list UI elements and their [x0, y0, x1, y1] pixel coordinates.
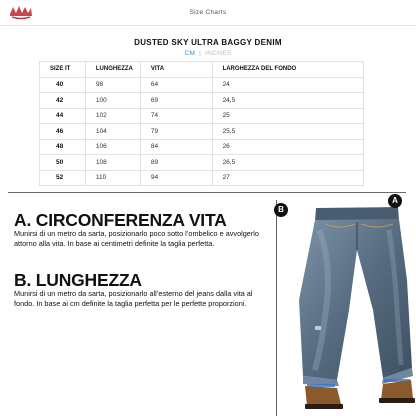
- cell-waist: 84: [140, 139, 212, 155]
- waist-guide-text: Munirsi di un metro da sarta, posizionarlo poco sotto l’ombelico e avvolgerlo attorno alla vita. In base ai centimetri definite la taglia perfetta.: [14, 229, 259, 248]
- length-guide-text: Munirsi di un metro da sarta, posizionarlo all’esterno del jeans dalla vita al fondo. In base ai cm definite la taglia perfetta per le perfette proporzioni.: [14, 289, 253, 308]
- page-title: Size Charts: [189, 9, 227, 16]
- cell-size: 52: [40, 170, 86, 186]
- unit-separator: |: [199, 50, 202, 57]
- section-divider: [8, 192, 406, 193]
- cell-size: 44: [40, 108, 86, 124]
- length-marker-badge: B: [274, 203, 288, 217]
- unit-inches-option[interactable]: INCHES: [205, 50, 232, 57]
- cell-length: 102: [85, 108, 140, 124]
- waist-marker-badge: A: [388, 194, 402, 208]
- cell-waist: 89: [140, 155, 212, 171]
- table-row: [40, 77, 364, 93]
- cell-waist: 79: [140, 124, 212, 140]
- column-header-length: LUNGHEZZA: [85, 62, 140, 78]
- unit-toggle: [0, 50, 416, 57]
- length-measure-line: [276, 200, 277, 416]
- cell-hem-width: 24,5: [212, 93, 363, 109]
- cell-length: 100: [85, 93, 140, 109]
- cell-waist: 74: [140, 108, 212, 124]
- table-row: [40, 139, 364, 155]
- unit-cm-option[interactable]: CM: [184, 50, 196, 57]
- table-row: [40, 108, 364, 124]
- table-row: [40, 155, 364, 171]
- cell-hem-width: 26,5: [212, 155, 363, 171]
- size-table: [39, 61, 364, 186]
- cell-waist: 64: [140, 77, 212, 93]
- table-row: [40, 124, 364, 140]
- cell-hem-width: 24: [212, 77, 363, 93]
- table-row: [40, 170, 364, 186]
- cell-length: 104: [85, 124, 140, 140]
- cell-size: 42: [40, 93, 86, 109]
- length-guide-title: B. LUNGHEZZA: [14, 270, 142, 290]
- cell-hem-width: 27: [212, 170, 363, 186]
- cell-length: 106: [85, 139, 140, 155]
- waist-guide-title: A. CIRCONFERENZA VITA: [14, 210, 227, 230]
- cell-size: 40: [40, 77, 86, 93]
- cell-waist: 94: [140, 170, 212, 186]
- jeans-illustration-icon: [285, 200, 416, 416]
- table-row: [40, 93, 364, 109]
- cell-size: 48: [40, 139, 86, 155]
- cell-hem-width: 25,5: [212, 124, 363, 140]
- cell-waist: 69: [140, 93, 212, 109]
- table-header-row: [40, 62, 364, 78]
- cell-length: 110: [85, 170, 140, 186]
- chart-title: DUSTED SKY ULTRA BAGGY DENIM: [134, 38, 282, 47]
- column-header-size: SIZE IT: [40, 62, 86, 78]
- cell-hem-width: 26: [212, 139, 363, 155]
- column-header-waist: VITA: [140, 62, 212, 78]
- cell-size: 50: [40, 155, 86, 171]
- top-bar: [0, 0, 416, 26]
- cell-length: 98: [85, 77, 140, 93]
- cell-size: 46: [40, 124, 86, 140]
- column-header-hem-width: LARGHEZZA DEL FONDO: [212, 62, 363, 78]
- cell-length: 108: [85, 155, 140, 171]
- cell-hem-width: 25: [212, 108, 363, 124]
